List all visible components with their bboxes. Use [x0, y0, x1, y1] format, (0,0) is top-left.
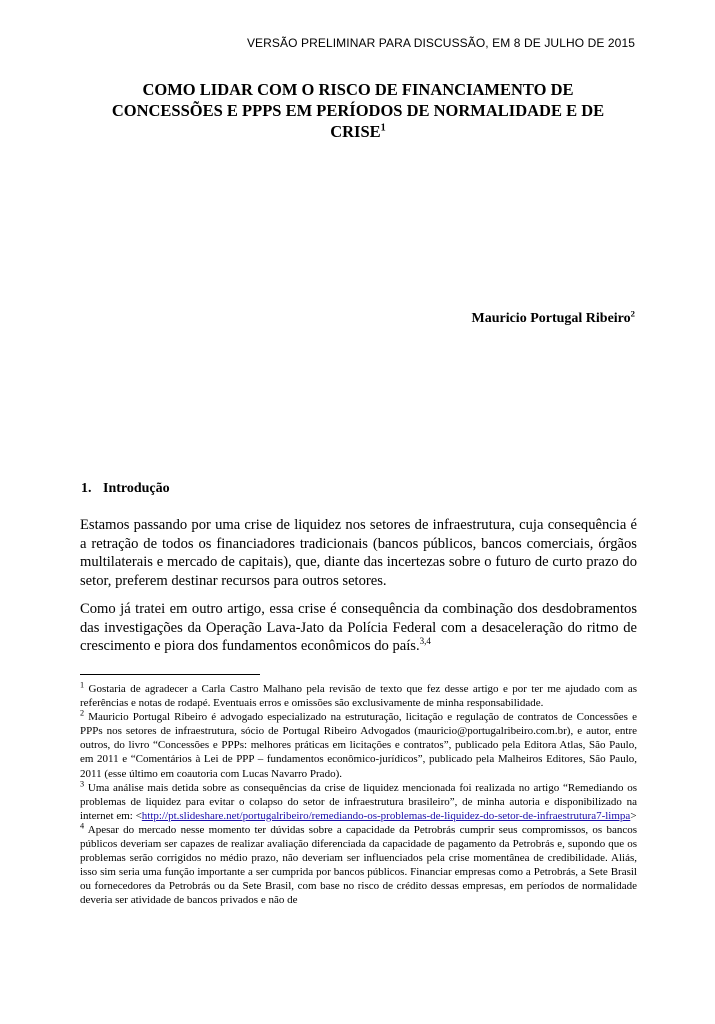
footnote-2	[80, 710, 637, 780]
paragraph-footnote-refs[interactable]: 3,4	[419, 636, 431, 647]
footnote-text: Apesar do mercado nesse momento ter dúvidas sobre a capacidade da Petrobrás cumprir seus compromissos, os bancos públicos deveriam ser capazes de realizar avaliação diferenciada da capacidade de pagamento da Petrobrás e, supondo que os problemas serão corrigidos no médio prazo, não deveriam ser influenciados pela crise momentânea de credibilidade. Aliás, isso sim seria uma função importante a ser cumprida por bancos públicos. Financiar empresas como a Petrobrás, a Sete Brasil ou fornecedores da Petrobrás ou da Sete Brasil, com base no risco de crédito dessas empresas, em períodos de normalidade deveria ser atividade de bancos privados e não de	[80, 823, 637, 907]
author-name	[471, 308, 635, 327]
footnote-text: Mauricio Portugal Ribeiro é advogado especializado na estruturação, licitação e regulação de contratos de Concessões e PPPs nos setores de infraestrutura, sócio de Portugal Ribeiro Advogados (mauricio@portugalribeiro.com.br), e autor, entre outros, do livro “Concessões e PPPs: melhores práticas em licitações e contratos”, publicado pela Editora Atlas, São Paulo, em 2011 e “Comentários à Lei de PPP – fundamentos econômico-jurídicos”, publicado pela Malheiros Editores, São Paulo, 2011 (esse último em coautoria com Lucas Navarro Prado).	[80, 711, 637, 780]
footnote-number: 3	[80, 779, 85, 788]
footnote-3	[80, 781, 637, 823]
author-name-text: Mauricio Portugal Ribeiro	[471, 311, 631, 326]
body-paragraph-2	[80, 600, 637, 656]
body-paragraph-2-text: Como já tratei em outro artigo, essa crise é consequência da combinação dos desdobramentos das investigações da Operação Lava-Jato da Polícia Federal com a desaceleração do ritmo de crescimento e piora dos fundamentos econômicos do país.	[80, 601, 637, 655]
section-number: 1.	[81, 481, 92, 496]
footnote-text: Gostaria de agradecer a Carla Castro Malhano pela revisão de texto que fez desse artigo e por ter me ajudado com as referências e notas de rodapé. Eventuais erros e omissões são exclusivamente de minha responsabilidade.	[80, 683, 637, 710]
footnote-4	[80, 823, 637, 908]
title-footnote-ref[interactable]: 1	[380, 122, 386, 134]
footnote-1	[80, 682, 637, 710]
footnotes-section	[80, 682, 637, 908]
author-footnote-ref[interactable]: 2	[630, 308, 635, 319]
body-paragraph-1: Estamos passando por uma crise de liquidez nos setores de infraestrutura, cuja consequência é a retração de todos os financiadores tradicionais (bancos públicos, bancos comerciais, órgãos multilaterais e mercado de capitais), que, diante das incertezas sobre o futuro de curto prazo do setor, preferem destinar recursos para outros setores.	[80, 517, 637, 589]
footnote-number: 2	[80, 708, 85, 718]
header-note: VERSÃO PRELIMINAR PARA DISCUSSÃO, EM 8 DE JULHO DE 2015	[246, 36, 635, 50]
footnote-separator	[80, 674, 260, 675]
footnote-number: 1	[80, 680, 85, 690]
section-heading	[81, 481, 170, 497]
footnote-number: 4	[80, 821, 85, 831]
document-title-text: COMO LIDAR COM O RISCO DE FINANCIAMENTO DE CONCESSÕES E PPPS EM PERÍODOS DE NORMALIDADE E DE CRISE	[111, 80, 605, 141]
document-title	[88, 79, 628, 142]
section-heading-text: Introdução	[103, 481, 170, 496]
footnote-link-close: >	[630, 809, 637, 822]
slideshare-link[interactable]: http://pt.slideshare.net/portugalribeiro/remediando-os-problemas-de-liquidez-do-setor-de-infraestrutura7-limpa	[141, 809, 631, 822]
footnote-text: Uma análise mais detida sobre as consequências da crise de liquidez mencionada foi realizada no artigo “Remediando os problemas de liquidez para evitar o colapso do setor de infraestrutura brasileiro”, de minha autoria e disponibilizado na internet em: <	[80, 781, 637, 822]
